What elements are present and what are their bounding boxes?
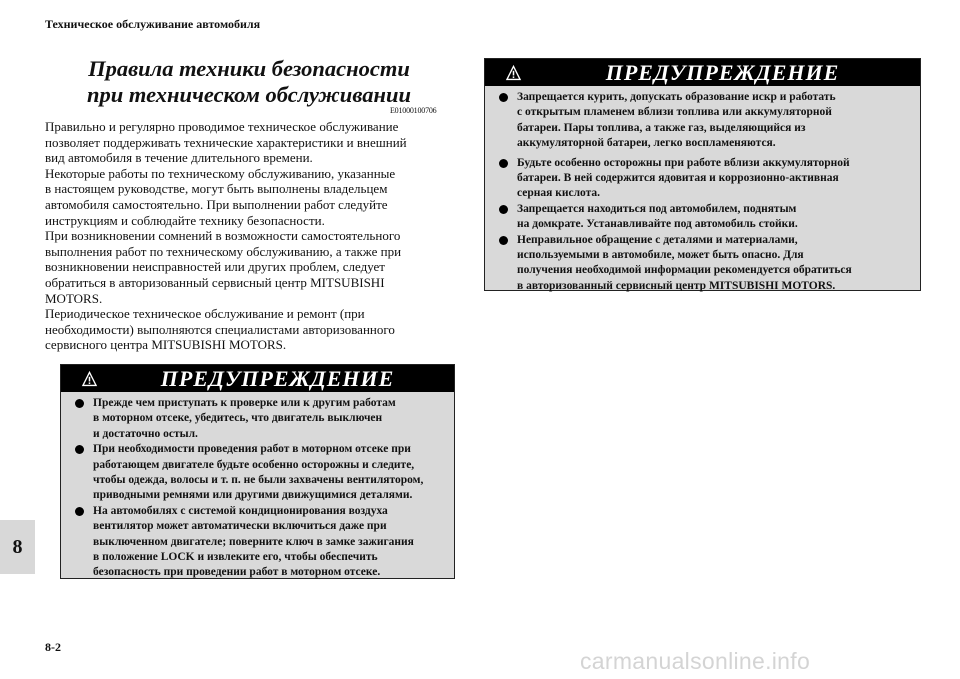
page-number: 8-2 — [45, 640, 61, 654]
bullet-icon — [499, 93, 508, 102]
bullet-icon — [499, 159, 508, 168]
warning-item — [499, 202, 910, 233]
bullet-icon — [75, 399, 84, 408]
warning-item — [499, 90, 910, 152]
warning-list — [485, 86, 920, 294]
warning-triangle-icon — [505, 64, 522, 81]
warning-item — [75, 442, 444, 504]
paragraph: Периодическое техническое обслуживание и ремонт (при необходимости) выполняются специалистами авторизованного сервисного центра MITSUBISHI MOTORS. — [45, 306, 395, 353]
warning-triangle-icon — [81, 370, 98, 387]
bullet-icon — [75, 445, 84, 454]
warning-header — [485, 59, 920, 86]
warning-box-engine — [60, 364, 455, 579]
warning-item-text: На автомобилях с системой кондиционирования воздуха вентилятор может автоматически включиться даже при выключенном двигателе; поверните ключ в замке зажигания в положение LOCK и извлеките его, чтобы обеспечить безопасность при проведении работ в моторном отсеке. — [93, 504, 414, 579]
warning-list — [61, 392, 454, 581]
warning-item — [75, 504, 444, 581]
warning-item-text: Запрещается находиться под автомобилем, поднятым на домкрате. Устанавливайте под автомобиль стойки. — [517, 202, 798, 231]
warning-header — [61, 365, 454, 392]
warning-item — [75, 396, 444, 442]
main-text — [45, 119, 455, 353]
paragraph: Правильно и регулярно проводимое техническое обслуживание позволяет поддерживать технические характеристики и внешний вид автомобиля в течение длительного времени. — [45, 119, 407, 166]
warning-item — [499, 233, 910, 295]
section-title: Правила техники безопасности при техническом обслуживании — [87, 56, 411, 107]
paragraph: Некоторые работы по техническому обслуживанию, указанные в настоящем руководстве, могут быть выполнены владельцем автомобиля самостоятельно. При выполнении работ следуйте инструкциям и соблюдайте технику безопасности. — [45, 165, 396, 228]
paragraph: При возникновении сомнений в возможности самостоятельного выполнения работ по техническому обслуживанию, а также при возникновении неисправностей или других проблем, следует обратиться в авторизованный сервисный центр MITSUBISHI MOTORS. — [45, 228, 402, 306]
warning-item-text: Будьте особенно осторожны при работе вблизи аккумуляторной батареи. В ней содержится ядовитая и коррозионно-активная серная кислота. — [517, 156, 850, 200]
warning-title: ПРЕДУПРЕЖДЕНИЕ — [160, 365, 395, 391]
warning-box-fuel-battery — [484, 58, 921, 291]
warning-item-text: При необходимости проведения работ в моторном отсеке при работающем двигателе будьте особенно осторожны и следите, чтобы одежда, волосы и т. п. не были захвачены вентилятором, приводными ремнями или другими движущимися деталями. — [93, 443, 424, 502]
warning-item — [499, 156, 910, 202]
watermark: carmanualsonline.info — [580, 648, 811, 674]
bullet-icon — [499, 205, 508, 214]
warning-item-text: Неправильное обращение с деталями и материалами, используемыми в автомобиле, может быть опасно. Для получения необходимой информации рекомендуется обратиться в авторизованный сервисный центр MITSUBISHI MOTORS. — [517, 233, 852, 292]
bullet-icon — [75, 507, 84, 516]
running-header: Техническое обслуживание автомобиля — [45, 17, 261, 31]
chapter-tab: 8 — [0, 520, 35, 574]
bullet-icon — [499, 236, 508, 245]
warning-item-text: Запрещается курить, допускать образование искр и работать с открытым пламенем вблизи топлива или аккумуляторной батареи. Пары топлива, а также газ, выделяющийся из аккумуляторной батареи, легко воспламеняются. — [517, 91, 836, 150]
warning-item-text: Прежде чем приступать к проверке или к другим работам в моторном отсеке, убедитесь, что двигатель выключен и достаточно остыл. — [93, 397, 396, 440]
section-code: E01000100706 — [390, 106, 437, 115]
warning-title: ПРЕДУПРЕЖДЕНИЕ — [605, 59, 840, 85]
